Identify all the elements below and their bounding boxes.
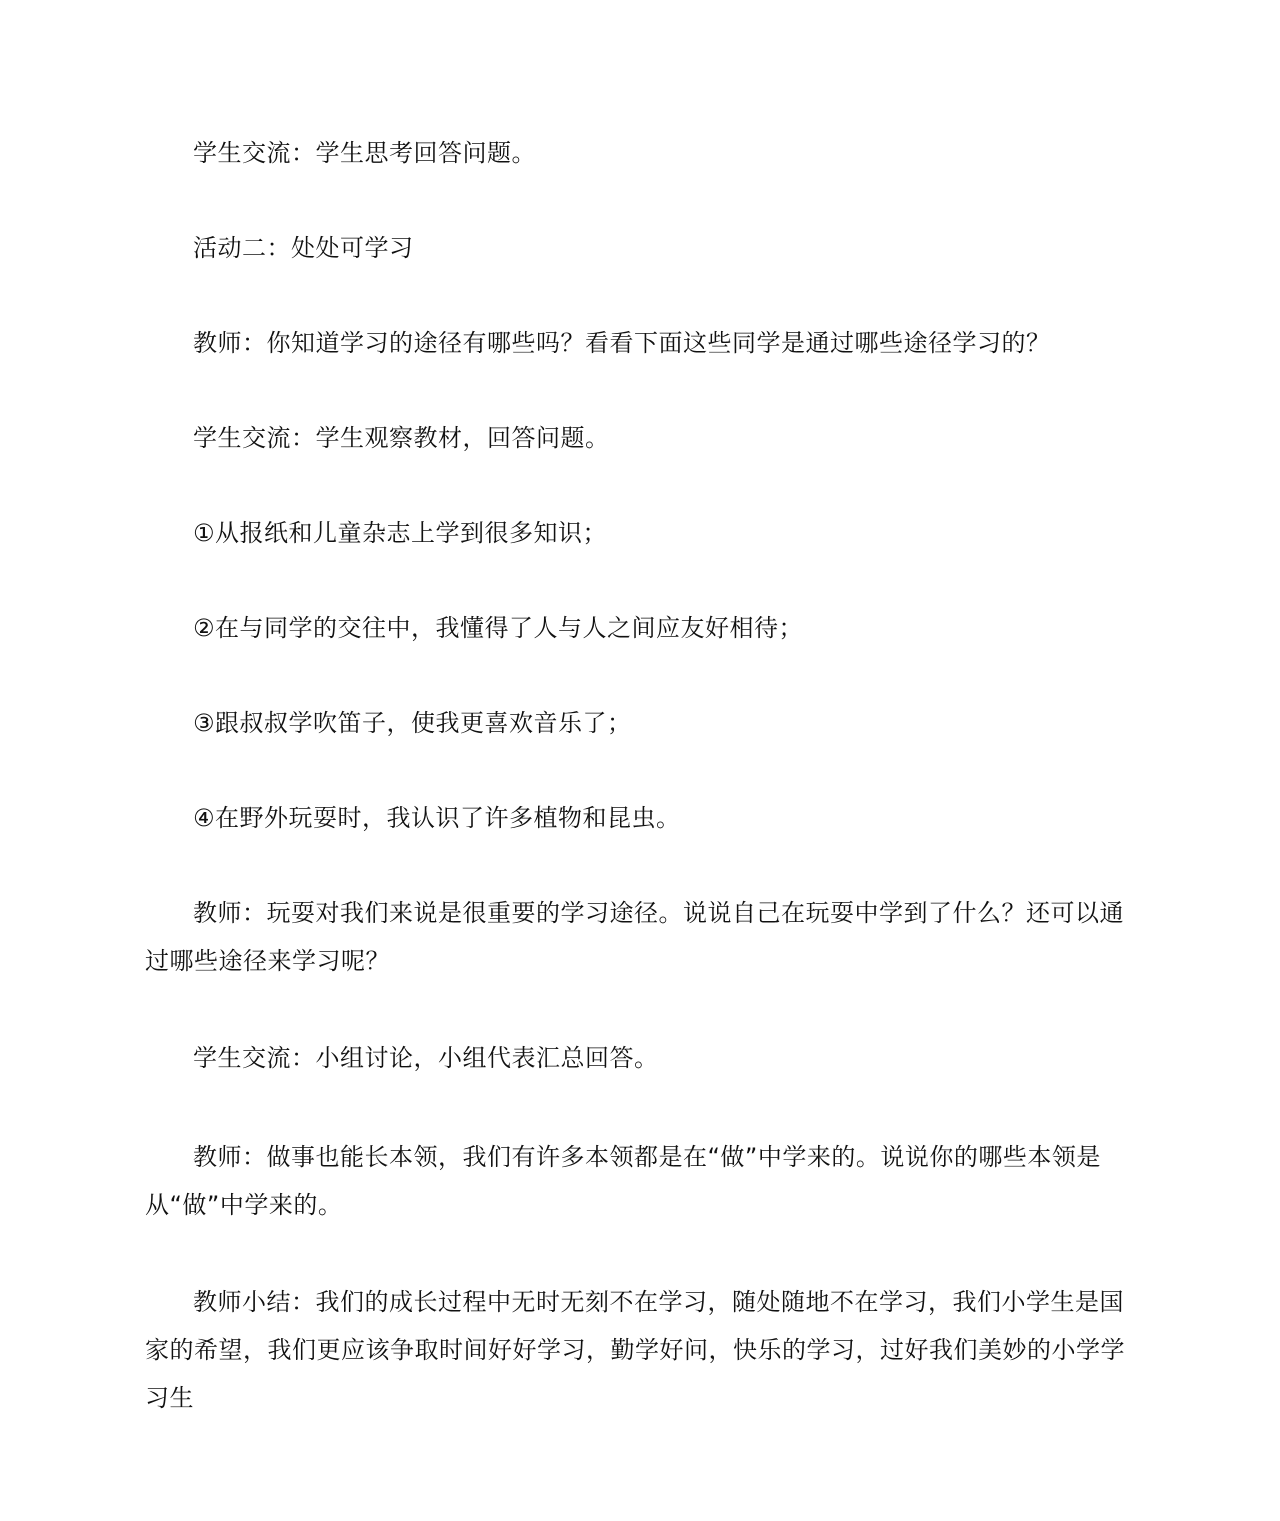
- paragraph-list-item-4: ④在野外玩耍时，我认识了许多植物和昆虫。: [193, 804, 681, 832]
- paragraph-list-item-2: ②在与同学的交往中，我懂得了人与人之间应友好相待；: [193, 614, 804, 642]
- paragraph-activity-two-heading: 活动二：处处可学习: [193, 234, 414, 262]
- paragraph-list-item-1: ①从报纸和儿童杂志上学到很多知识；: [193, 519, 608, 547]
- paragraph-teacher-question-3: 教师：做事也能长本领，我们有许多本领都是在“做”中学来的。说说你的哪些本领是从“做”中学来的。: [145, 1143, 1101, 1219]
- paragraph-teacher-summary: 教师小结：我们的成长过程中无时无刻不在学习，随处随地不在学习，我们小学生是国家的希望，我们更应该争取时间好好学习，勤学好问，快乐的学习，过好我们美妙的小学学习生: [145, 1288, 1125, 1412]
- paragraph-student-exchange-3: 学生交流：小组讨论，小组代表汇总回答。: [193, 1044, 659, 1072]
- paragraph-teacher-question-2: 教师：玩耍对我们来说是很重要的学习途径。说说自己在玩耍中学到了什么？还可以通过哪些途径来学习呢？: [145, 899, 1124, 975]
- paragraph-list-item-3: ③跟叔叔学吹笛子，使我更喜欢音乐了；: [193, 709, 632, 737]
- paragraph-teacher-question-1: 教师：你知道学习的途径有哪些吗？看看下面这些同学是通过哪些途径学习的？: [193, 329, 1051, 357]
- paragraph-student-exchange-2: 学生交流：学生观察教材，回答问题。: [193, 424, 610, 452]
- paragraph-student-exchange-1: 学生交流：学生思考回答问题。: [193, 139, 536, 167]
